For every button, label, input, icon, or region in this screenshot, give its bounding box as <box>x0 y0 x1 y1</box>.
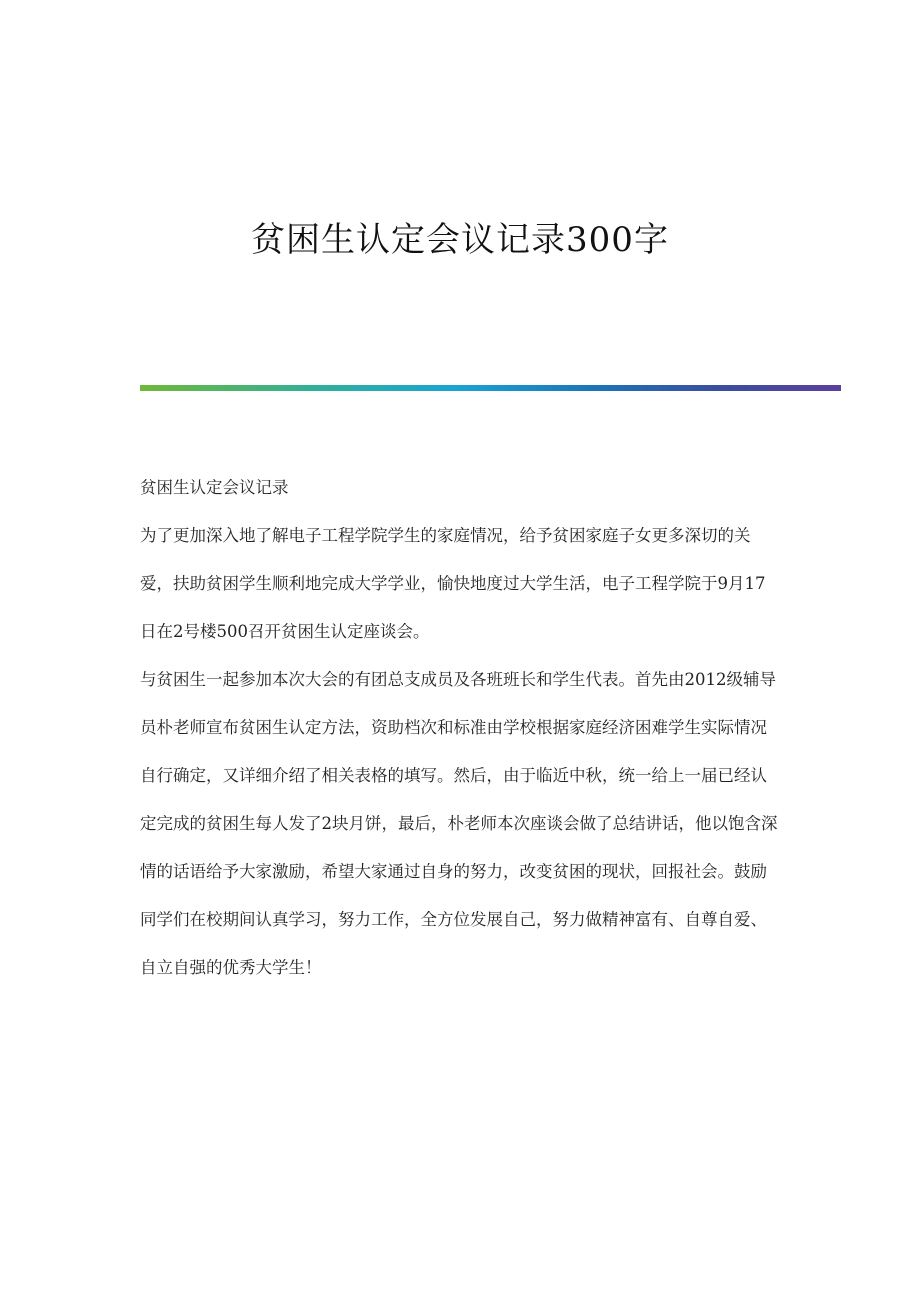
paragraph-1: 为了更加深入地了解电子工程学院学生的家庭情况，给予贫困家庭子女更多深切的关爱，扶助贫困学生顺利地完成大学学业，愉快地度过大学生活，电子工程学院于9月17日在2号楼500召开贫困生认定座谈会。 <box>140 526 766 641</box>
gradient-divider <box>140 385 841 391</box>
document-body <box>140 464 780 992</box>
paragraph-2: 与贫困生一起参加本次大会的有团总支成员及各班班长和学生代表。首先由2012级辅导员朴老师宣布贫困生认定方法，资助档次和标准由学校根据家庭经济困难学生实际情况自行确定，又详细介绍了相关表格的填写。然后，由于临近中秋，统一给上一届已经认定完成的贫困生每人发了2块月饼，最后，朴老师本次座谈会做了总结讲话，他以饱含深情的话语给予大家激励，希望大家通过自身的努力，改变贫困的现状，回报社会。鼓励同学们在校期间认真学习，努力工作，全方位发展自己，努力做精神富有、自尊自爱、自立自强的优秀大学生！ <box>140 670 778 977</box>
section-heading: 贫困生认定会议记录 <box>140 478 289 497</box>
page-title: 贫困生认定会议记录300字 <box>251 220 669 260</box>
